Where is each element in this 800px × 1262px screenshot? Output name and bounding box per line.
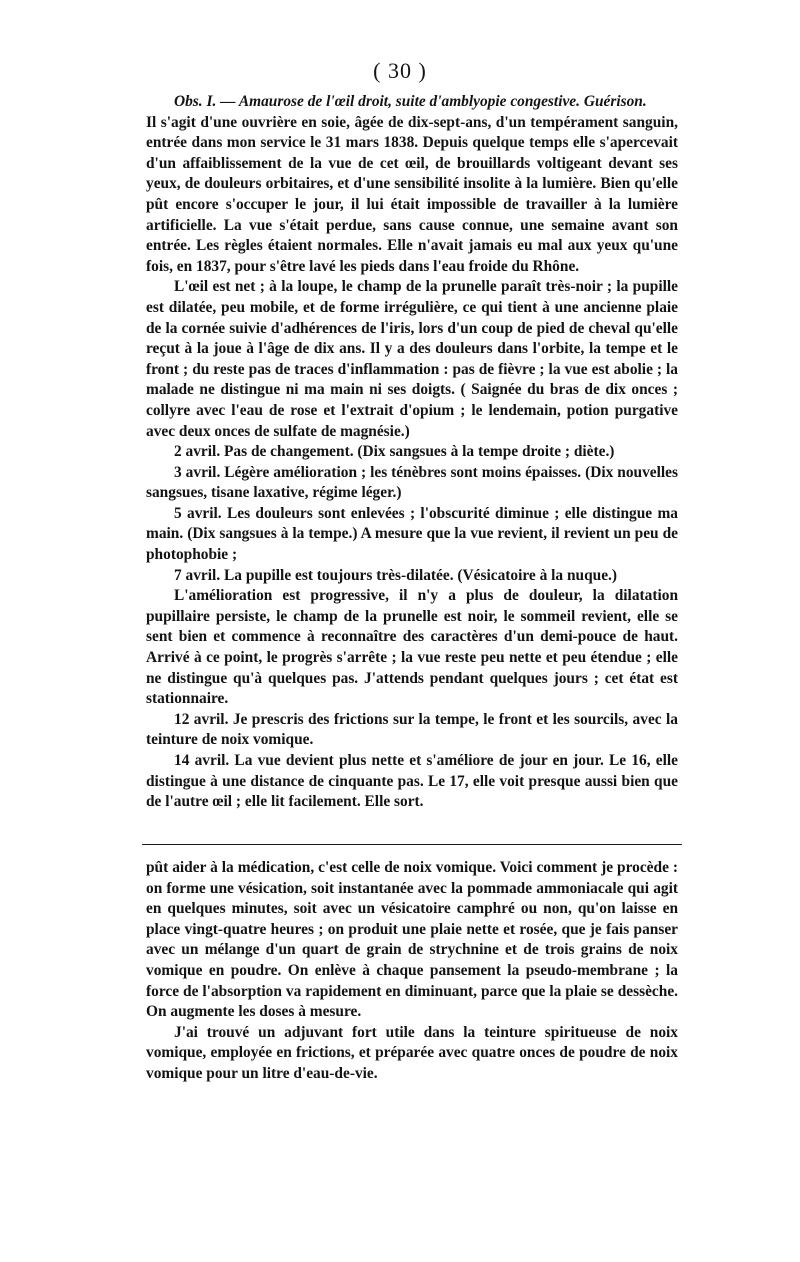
observation-paragraph: L'œil est net ; à la loupe, le champ de la prunelle paraît très-noir ; la pupille est dilatée, peu mobile, et de forme irrégulière, ce qui tient à une ancienne plaie de la cornée suivie d'adhérences de l'iris, lors d'un coup de pied de cheval qu'elle reçut à la joue à l'âge de dix ans. Il y a des douleurs dans l'orbite, la tempe et le front ; du reste pas de traces d'inflammation : pas de fièvre ; la vue est abolie ; la malade ne distingue ni ma main ni ses doigts. ( Saignée du bras de dix onces ; collyre avec l'eau de rose et l'extrait d'opium ; le lendemain, potion purgative avec deux onces de sulfate de magnésie.) — [146, 278, 678, 440]
observation-entry-12-avril: 12 avril. Je prescris des frictions sur la tempe, le front et les sourcils, avec la teinture de noix vomique. — [146, 710, 678, 749]
continuation-section — [146, 858, 678, 1085]
observation-entry-2-avril: 2 avril. Pas de changement. (Dix sangsues à la tempe droite ; diète.) — [174, 443, 615, 461]
continuation-paragraph: J'ai trouvé un adjuvant fort utile dans la teinture spiritueuse de noix vomique, employée en frictions, et préparée avec quatre onces de poudre de noix vomique pour un litre d'eau-de-vie. — [146, 1023, 678, 1082]
continuation-paragraph: pût aider à la médication, c'est celle de noix vomique. Voici comment je procède : on forme une vésication, soit instantanée avec la pommade ammoniacale qui agit en quelques minutes, soit avec un vésicatoire camphré ou non, qu'on laisse en place vingt-quatre heures ; on produit une plaie nette et rosée, que je fais panser avec un mélange d'un quart de grain de strychnine et de trois grains de noix vomique en poudre. On enlève à chaque pansement la pseudo-membrane ; la force de l'absorption va rapidement en diminuant, parce que la plaie se dessèche. On augmente les doses à mesure. — [146, 859, 678, 1021]
observation-heading: Obs. I. — Amaurose de l'œil droit, suite d'amblyopie congestive. Guérison. — [174, 93, 647, 110]
observation-entry-14-avril: 14 avril. La vue devient plus nette et s'améliore de jour en jour. Le 16, elle distingue à une distance de cinquante pas. Le 17, elle voit presque aussi bien que de l'autre œil ; elle lit facilement. Elle sort. — [146, 752, 678, 811]
observation-entry-5-avril: 5 avril. Les douleurs sont enlevées ; l'obscurité diminue ; elle distingue ma main. (Dix sangsues à la tempe.) A mesure que la vue revient, il revient un peu de photophobie ; — [146, 504, 678, 564]
observation-entry-7-avril: 7 avril. La pupille est toujours très-dilatée. (Vésicatoire à la nuque.) — [174, 566, 618, 584]
section-divider — [142, 844, 682, 845]
observation-paragraph: L'amélioration est progressive, il n'y a plus de douleur, la dilatation pupillaire persiste, le champ de la prunelle est noir, le sommeil revient, elle se sent bien et commence à reconnaître des caractères d'un demi-pouce de haut. Arrivé à ce point, le progrès s'arrête ; la vue reste peu nette et peu étendue ; elle ne distingue qu'à quelques pas. J'attends pendant quelques jours ; cet état est stationnaire. — [146, 587, 678, 708]
observation-paragraph: Il s'agit d'une ouvrière en soie, âgée de dix-sept-ans, d'un tempérament sanguin, entrée dans mon service le 31 mars 1838. Depuis quelque temps elle s'apercevait d'un affaiblissement de la vue de cet œil, de brouillards voltigeant devant ses yeux, de douleurs orbitaires, et d'une sensibilité insolite à la lumière. Bien qu'elle pût encore s'occuper le jour, il lui était impossible de travailler à la lumière artificielle. La vue s'était perdue, sans cause connue, une semaine avant son entrée. Les règles étaient normales. Elle n'avait jamais eu mal aux yeux qu'une fois, en 1837, pour s'être lavé les pieds dans l'eau froide du Rhône. — [146, 113, 678, 275]
observation-section — [146, 92, 678, 813]
page-number: ( 30 ) — [373, 58, 427, 83]
observation-entry-3-avril: 3 avril. Légère amélioration ; les ténèbres sont moins épaisses. (Dix nouvelles sangsues, tisane laxative, régime léger.) — [146, 463, 678, 502]
